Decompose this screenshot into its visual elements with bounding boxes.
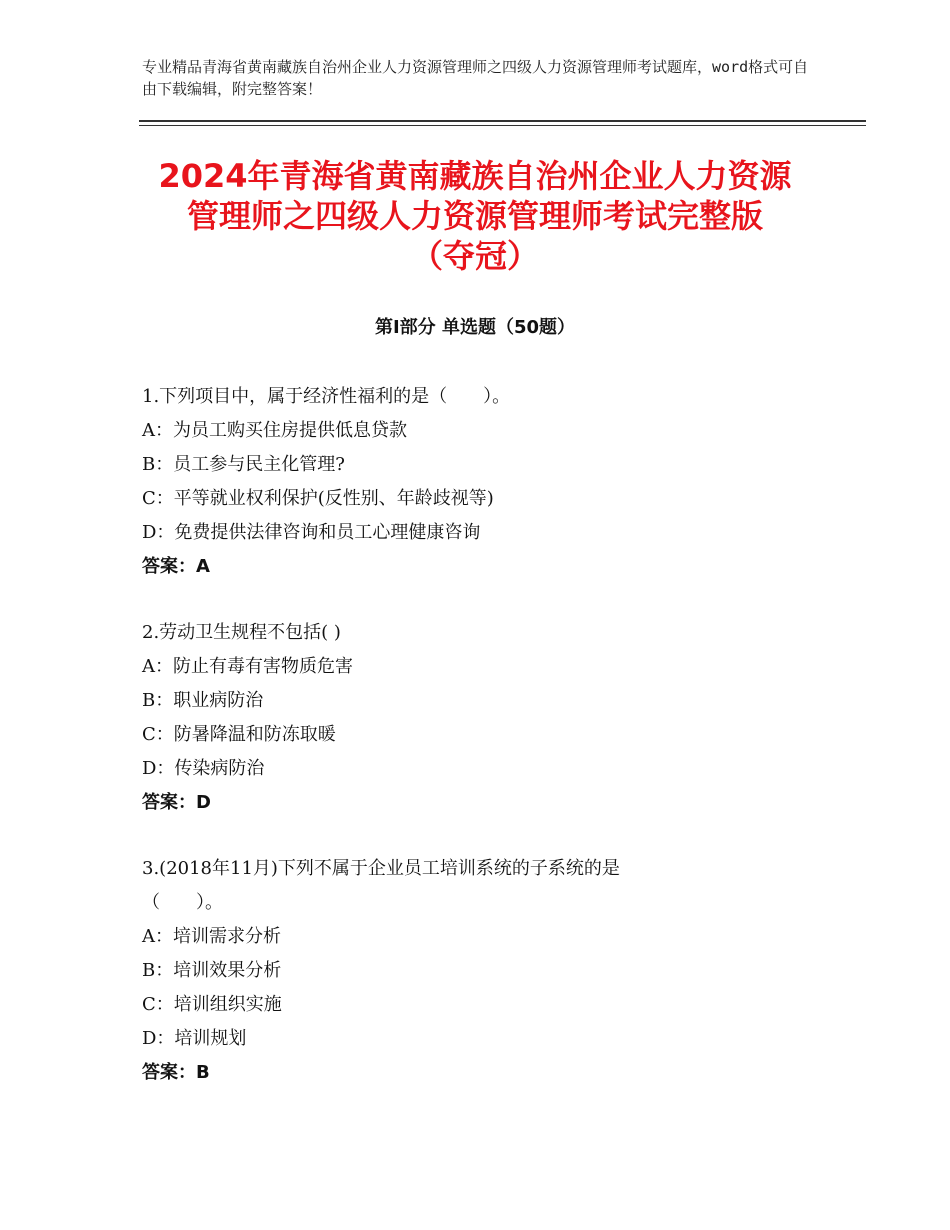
question-1 — [142, 380, 842, 584]
header-note: 专业精品青海省黄南藏族自治州企业人力资源管理师之四级人力资源管理师考试题库，word格式可自由下载编辑，附完整答案！ — [142, 58, 809, 98]
section-heading: 第Ⅰ部分 单选题（50题） — [374, 317, 575, 338]
question-stem-continued: （ ）。 — [142, 892, 223, 913]
title-line-1: 2024年青海省黄南藏族自治州企业人力资源 — [158, 157, 792, 195]
option-a: A：防止有毒有害物质危害 — [142, 656, 353, 677]
question-list — [142, 380, 842, 1122]
option-d: D：传染病防治 — [142, 758, 265, 779]
option-a: A：培训需求分析 — [142, 926, 281, 947]
question-stem: 3.(2018年11月)下列不属于企业员工培训系统的子系统的是 — [142, 858, 620, 879]
option-a: A：为员工购买住房提供低息贷款 — [142, 420, 407, 441]
question-stem: 1.下列项目中，属于经济性福利的是（ ）。 — [142, 386, 511, 407]
title-line-3: （夺冠） — [410, 237, 539, 275]
option-c: C：防暑降温和防冻取暖 — [142, 724, 336, 745]
answer: 答案：D — [142, 792, 211, 813]
header-divider-thin — [139, 125, 866, 126]
question-stem: 2.劳动卫生规程不包括( ) — [142, 622, 341, 643]
document-title — [100, 156, 850, 276]
question-2 — [142, 616, 842, 820]
option-b: B：培训效果分析 — [142, 960, 282, 981]
option-c: C：平等就业权利保护(反性别、年龄歧视等) — [142, 488, 494, 509]
option-c: C：培训组织实施 — [142, 994, 282, 1015]
option-b: B：员工参与民主化管理? — [142, 454, 345, 475]
answer: 答案：A — [142, 556, 210, 577]
answer: 答案：B — [142, 1062, 210, 1083]
option-d: D：免费提供法律咨询和员工心理健康咨询 — [142, 522, 481, 543]
title-line-2: 管理师之四级人力资源管理师考试完整版 — [186, 197, 763, 235]
option-d: D：培训规划 — [142, 1028, 247, 1049]
question-3 — [142, 852, 842, 1090]
option-b: B：职业病防治 — [142, 690, 264, 711]
header-divider-thick — [139, 120, 866, 122]
